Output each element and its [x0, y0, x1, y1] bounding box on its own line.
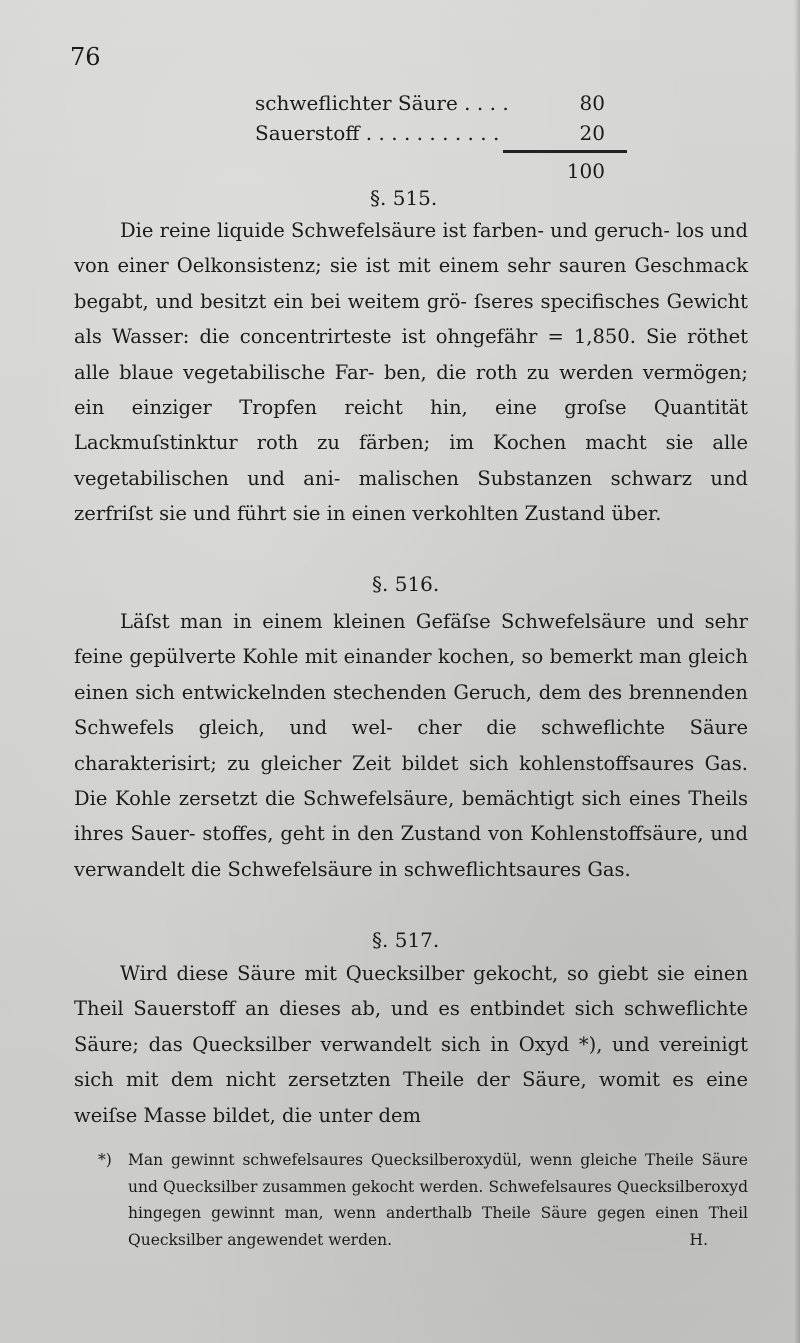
- composition-total-row: [255, 148, 635, 183]
- text-line: los und von einer Oelkonsistenz; sie ist mit einem sehr: [74, 219, 748, 278]
- composition-label: Sauerstoff . . . . . . . . . . .: [255, 121, 500, 145]
- text-line: und verwandelt die Schwefelsäure in schweflichtsaures Gas.: [74, 822, 748, 881]
- text-line: Läſst man in einem kleinen Gefäſse Schwefelsäure: [120, 610, 647, 633]
- footnote-line: gleiche Theile Säure und Quecksilber zusammen gekocht: [128, 1151, 748, 1196]
- page-number: 76: [70, 43, 101, 71]
- section-heading: §. 516.: [372, 572, 440, 596]
- footnote: [98, 1147, 748, 1253]
- text-line: Oxyd *), und vereinigt sich mit dem nicht zersetzten Theile: [74, 1032, 748, 1092]
- composition-row: [255, 88, 635, 118]
- text-line: bemerkt man gleich einen sich entwickelnden stechenden: [74, 645, 749, 704]
- section-heading: §. 517.: [372, 928, 440, 952]
- text-line: Schwefelsäure, bemächtigt sich eines Theils ihres Sauer-: [74, 787, 749, 846]
- paragraph-517: [74, 956, 748, 1133]
- text-line: sie einen Theil Sauerstoff an dieses ab, und es entbindet sich: [74, 962, 748, 1021]
- text-line: ſseres specifisches Gewicht als Wasser: die concentrirteste ist: [74, 289, 749, 349]
- paragraph-516: [74, 604, 748, 887]
- paragraph-515: [74, 213, 748, 532]
- text-line: sauren Geschmack begabt, und besitzt ein bei weitem grö-: [74, 254, 749, 313]
- text-line: cher die schweflichte Säure charakterisirt; zu gleicher: [74, 716, 748, 775]
- text-line: schweflichte Säure; das Quecksilber verwandelt sich in: [74, 997, 748, 1056]
- text-line: sie in einen verkohlten Zustand über.: [292, 502, 662, 526]
- composition-label: schweflichter Säure . . . .: [255, 91, 509, 115]
- text-line: und sehr feine gepülverte Kohle mit einander kochen, so: [74, 610, 748, 669]
- composition-value: 20: [579, 121, 605, 145]
- text-line: Wird diese Säure mit Quecksilber gekocht, so giebt: [120, 962, 649, 985]
- text-line: malischen Substanzen schwarz und zerfriſst sie und führt: [74, 466, 749, 526]
- text-line: ben, die roth zu werden vermögen; ein einziger Tropfen: [74, 360, 748, 420]
- footnote-line: gewinnt man, wenn anderthalb Theile Säure gegen einen Theil: [211, 1204, 748, 1222]
- page-edge-shadow: [794, 0, 800, 1343]
- text-line: Die reine liquide Schwefelsäure ist farben- und geruch-: [120, 219, 670, 242]
- footnote-line: Quecksilber angewendet werden.: [128, 1230, 393, 1249]
- text-line: färben; im Kochen macht sie alle vegetabilischen und ani-: [74, 431, 748, 490]
- text-line: stoffes, geht in den Zustand von Kohlenstoffsäure,: [202, 822, 704, 846]
- text-line: ohngefähr = 1,850. Sie röthet alle blaue vegetabilische Far-: [74, 325, 749, 384]
- text-line: Geruch, dem des brennenden Schwefels gleich, und wel-: [74, 680, 748, 740]
- text-line: Zeit bildet sich kohlenstoffsaures Gas. Die Kohle zersetzt die: [74, 751, 748, 811]
- footnote-mark: *): [98, 1151, 112, 1169]
- footnote-line: Man gewinnt schwefelsaures Quecksilberoxydül, wenn: [128, 1151, 573, 1169]
- composition-total: 100: [566, 159, 605, 183]
- text-line: reicht hin, eine groſse Quantität Lackmuſstinktur roth zu: [74, 396, 748, 455]
- composition-table: [255, 88, 635, 183]
- text-line: der Säure, womit es eine weiſse Masse bildet, die unter dem: [74, 1068, 748, 1127]
- section-heading: §. 515.: [370, 186, 438, 210]
- footnote-signature: H.: [689, 1230, 708, 1249]
- composition-row: [255, 118, 635, 148]
- footnote-line: werden. Schwefelsaures Quecksilberoxyd hingegen: [128, 1177, 748, 1222]
- footnote-body: [128, 1147, 748, 1253]
- composition-value: 80: [579, 91, 605, 115]
